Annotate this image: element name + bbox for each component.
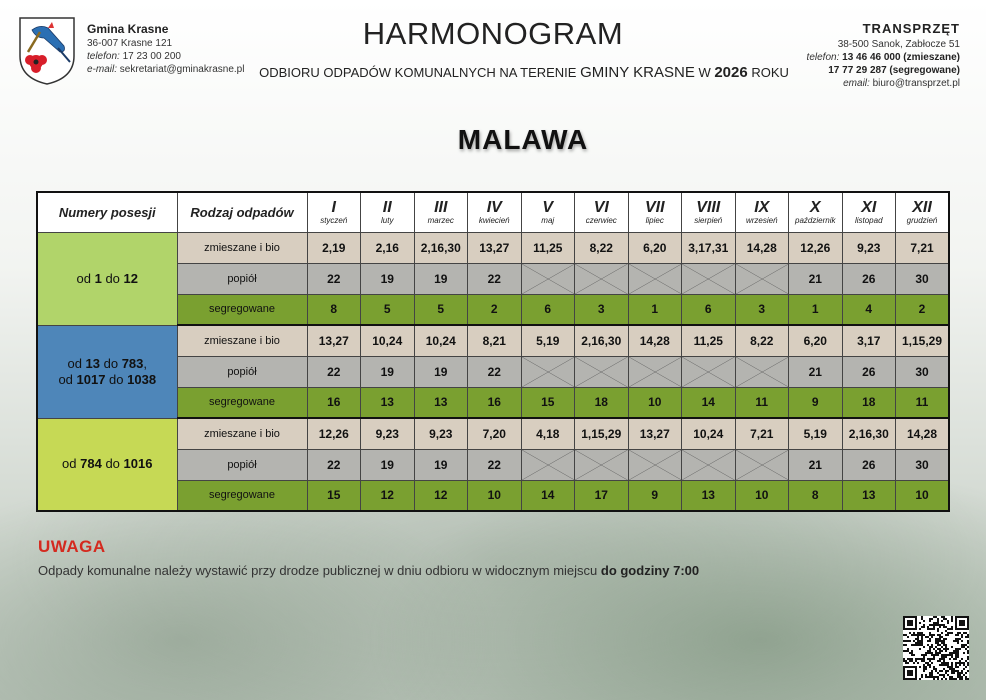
collection-days: 19 (414, 449, 468, 480)
collection-days: 26 (842, 263, 896, 294)
cross-icon (736, 450, 789, 480)
waste-type: segregowane (177, 480, 307, 511)
cross-icon (575, 357, 628, 387)
month-name: grudzień (906, 215, 938, 225)
range-word: do (105, 371, 128, 387)
month-name: czerwiec (585, 215, 617, 225)
month-header (735, 192, 789, 232)
property-range (37, 232, 177, 325)
month-header (896, 192, 950, 232)
waste-type: popiół (177, 263, 307, 294)
collection-days: 2,19 (307, 232, 361, 263)
column-header-positions: Numery posesji (37, 192, 177, 232)
range-word: od (58, 371, 77, 387)
gmina-phone: 17 23 00 200 (122, 51, 181, 62)
cross-icon (522, 264, 575, 294)
collection-days: 21 (789, 263, 843, 294)
no-collection-cell (628, 356, 682, 387)
cross-icon (575, 450, 628, 480)
collection-days: 8,22 (575, 232, 629, 263)
month-header (842, 192, 896, 232)
collection-days: 6,20 (628, 232, 682, 263)
collection-days: 10 (468, 480, 522, 511)
month-number: V (542, 198, 554, 216)
collection-days: 12,26 (789, 232, 843, 263)
range-number: 13 (85, 355, 101, 371)
no-collection-cell (628, 263, 682, 294)
collection-days: 10 (628, 387, 682, 418)
collection-days: 10 (735, 480, 789, 511)
waste-type: popiół (177, 356, 307, 387)
collection-days: 13 (842, 480, 896, 511)
collection-days: 14,28 (735, 232, 789, 263)
cross-icon (736, 357, 789, 387)
collection-days: 19 (414, 356, 468, 387)
no-collection-cell (682, 263, 736, 294)
collection-days: 30 (896, 356, 950, 387)
gmina-phone-label: telefon: (87, 51, 120, 62)
waste-type: zmieszane i bio (177, 232, 307, 263)
cross-icon (522, 450, 575, 480)
collection-days: 26 (842, 449, 896, 480)
gmina-name: Gmina Krasne (87, 22, 169, 36)
collection-days: 15 (307, 480, 361, 511)
no-collection-cell (735, 449, 789, 480)
range-word: od (76, 270, 95, 286)
collection-days: 2,16 (361, 232, 415, 263)
collection-days: 7,21 (735, 418, 789, 449)
subtitle-gmina: GMINY KRASNE (580, 64, 695, 81)
cross-icon (629, 450, 682, 480)
month-name: luty (381, 215, 394, 225)
no-collection-cell (682, 449, 736, 480)
collection-days: 1 (789, 294, 843, 325)
gmina-address: 36-007 Krasne 121 (87, 38, 173, 49)
table-row (37, 325, 949, 356)
company-phone-segregated: 17 77 29 287 (segregowane) (828, 65, 960, 76)
month-number: IX (754, 198, 770, 216)
collection-days: 1 (628, 294, 682, 325)
month-number: XI (861, 198, 877, 216)
collection-days: 17 (575, 480, 629, 511)
collection-days: 1,15,29 (575, 418, 629, 449)
collection-days: 12 (361, 480, 415, 511)
month-name: kwiecień (478, 215, 510, 225)
no-collection-cell (735, 263, 789, 294)
collection-days: 19 (414, 263, 468, 294)
waste-type: zmieszane i bio (177, 325, 307, 356)
month-header (468, 192, 522, 232)
gmina-email-label: e-mail: (87, 64, 118, 75)
collection-days: 14,28 (896, 418, 950, 449)
collection-days: 5,19 (789, 418, 843, 449)
notice-deadline: do godziny 7:00 (600, 563, 700, 578)
collection-days: 3,17,31 (682, 232, 736, 263)
month-name: wrzesień (745, 215, 778, 225)
collection-days: 1,15,29 (896, 325, 950, 356)
month-name: lipiec (645, 215, 664, 225)
collection-days: 11,25 (682, 325, 736, 356)
property-range (37, 418, 177, 511)
table-row (37, 232, 949, 263)
month-number: IV (486, 198, 502, 216)
no-collection-cell (628, 449, 682, 480)
collection-days: 2,16,30 (414, 232, 468, 263)
subtitle-year: 2026 (714, 64, 748, 81)
collection-days: 8,22 (735, 325, 789, 356)
month-header (575, 192, 629, 232)
no-collection-cell (521, 356, 575, 387)
company-contact (807, 22, 960, 90)
collection-days: 10,24 (682, 418, 736, 449)
month-number: II (382, 198, 392, 216)
month-name: marzec (427, 215, 454, 225)
collection-days: 14,28 (628, 325, 682, 356)
collection-days: 18 (575, 387, 629, 418)
collection-days: 22 (307, 263, 361, 294)
cross-icon (629, 264, 682, 294)
range-word: od (62, 456, 81, 472)
collection-days: 3 (735, 294, 789, 325)
collection-days: 8 (789, 480, 843, 511)
range-word: do (101, 456, 124, 472)
table-row (37, 418, 949, 449)
month-name: październik (795, 215, 836, 225)
qr-code-icon[interactable] (903, 616, 969, 680)
collection-days: 19 (361, 449, 415, 480)
month-number: VI (593, 198, 609, 216)
collection-days: 13 (414, 387, 468, 418)
notice-body: Odpady komunalne należy wystawić przy drodze publicznej w dniu odbioru w widocznym miejscu (38, 563, 601, 578)
collection-days: 2,16,30 (575, 325, 629, 356)
schedule-table (36, 191, 950, 512)
collection-days: 12 (414, 480, 468, 511)
range-number: 1017 (76, 371, 106, 387)
month-header (361, 192, 415, 232)
collection-days: 9 (789, 387, 843, 418)
collection-days: 9,23 (361, 418, 415, 449)
collection-days: 9 (628, 480, 682, 511)
collection-days: 11 (735, 387, 789, 418)
range-number: 783 (121, 355, 144, 371)
collection-days: 19 (361, 356, 415, 387)
collection-days: 4,18 (521, 418, 575, 449)
month-number: X (809, 198, 821, 216)
month-name: styczeń (320, 215, 348, 225)
gmina-email: sekretariat@gminakrasne.pl (119, 64, 245, 75)
collection-days: 13 (682, 480, 736, 511)
collection-days: 5 (414, 294, 468, 325)
month-header (628, 192, 682, 232)
collection-days: 4 (842, 294, 896, 325)
collection-days: 6 (521, 294, 575, 325)
collection-days: 8 (307, 294, 361, 325)
collection-days: 22 (468, 263, 522, 294)
month-number: I (331, 198, 336, 216)
cross-icon (522, 357, 575, 387)
subtitle-part3: W (694, 65, 715, 80)
no-collection-cell (682, 356, 736, 387)
collection-days: 22 (307, 449, 361, 480)
collection-days: 13,27 (628, 418, 682, 449)
collection-days: 5,19 (521, 325, 575, 356)
collection-days: 11 (896, 387, 950, 418)
notice-heading: UWAGA (38, 537, 106, 556)
company-phone-label: telefon: (806, 52, 840, 63)
cross-icon (575, 264, 628, 294)
month-number: XII (912, 198, 932, 216)
range-number: 1038 (127, 371, 157, 387)
collection-days: 10,24 (361, 325, 415, 356)
month-header (789, 192, 843, 232)
collection-days: 6,20 (789, 325, 843, 356)
collection-days: 22 (468, 449, 522, 480)
range-word: do (100, 355, 122, 371)
collection-days: 19 (361, 263, 415, 294)
no-collection-cell (575, 449, 629, 480)
range-number: 784 (80, 456, 102, 472)
range-word: od (67, 355, 86, 371)
village-name: MALAWA (457, 124, 589, 155)
column-header-type: Rodzaj odpadów (177, 192, 307, 232)
collection-days: 21 (789, 356, 843, 387)
month-name: sierpień (694, 215, 723, 225)
collection-days: 7,21 (896, 232, 950, 263)
month-header (521, 192, 575, 232)
collection-days: 7,20 (468, 418, 522, 449)
range-word: do (101, 270, 124, 286)
range-separator: , (143, 355, 148, 371)
cross-icon (682, 264, 735, 294)
month-name: maj (541, 215, 555, 225)
company-phone-mixed: 13 46 46 000 (zmieszane) (842, 52, 960, 63)
collection-days: 30 (896, 449, 950, 480)
collection-days: 30 (896, 263, 950, 294)
no-collection-cell (735, 356, 789, 387)
range-number: 1016 (123, 456, 153, 472)
company-address: 38-500 Sanok, Zabłocze 51 (837, 39, 960, 50)
no-collection-cell (521, 449, 575, 480)
collection-days: 3,17 (842, 325, 896, 356)
cross-icon (682, 450, 735, 480)
month-number: VII (644, 198, 665, 216)
collection-days: 14 (521, 480, 575, 511)
waste-type: popiół (177, 449, 307, 480)
cross-icon (736, 264, 789, 294)
collection-days: 9,23 (414, 418, 468, 449)
collection-days: 5 (361, 294, 415, 325)
collection-days: 13 (361, 387, 415, 418)
collection-days: 12,26 (307, 418, 361, 449)
company-logo: TRANSPRZĘT (862, 21, 960, 36)
month-number: III (434, 198, 448, 216)
collection-days: 22 (468, 356, 522, 387)
collection-days: 15 (521, 387, 575, 418)
range-number: 1 (94, 270, 102, 286)
subtitle-part1: ODBIORU ODPADÓW KOMUNALNYCH NA TERENIE (259, 65, 581, 80)
collection-days: 18 (842, 387, 896, 418)
company-email: biuro@transprzet.pl (872, 78, 960, 89)
collection-days: 3 (575, 294, 629, 325)
cross-icon (629, 357, 682, 387)
collection-days: 6 (682, 294, 736, 325)
property-range (37, 325, 177, 418)
month-name: listopad (854, 215, 883, 225)
no-collection-cell (575, 263, 629, 294)
collection-days: 10 (896, 480, 950, 511)
collection-days: 22 (307, 356, 361, 387)
collection-days: 16 (307, 387, 361, 418)
collection-days: 11,25 (521, 232, 575, 263)
notice-text (38, 563, 699, 578)
collection-days: 26 (842, 356, 896, 387)
collection-days: 14 (682, 387, 736, 418)
table-header-row (37, 192, 949, 232)
collection-days: 2,16,30 (842, 418, 896, 449)
collection-days: 13,27 (468, 232, 522, 263)
waste-type: segregowane (177, 387, 307, 418)
collection-days: 9,23 (842, 232, 896, 263)
month-header (682, 192, 736, 232)
month-header (307, 192, 361, 232)
waste-type: segregowane (177, 294, 307, 325)
collection-days: 10,24 (414, 325, 468, 356)
waste-type: zmieszane i bio (177, 418, 307, 449)
month-header (414, 192, 468, 232)
collection-days: 13,27 (307, 325, 361, 356)
month-number: VIII (696, 198, 721, 216)
company-email-label: email: (843, 78, 870, 89)
no-collection-cell (521, 263, 575, 294)
range-number: 12 (123, 270, 138, 286)
no-collection-cell (575, 356, 629, 387)
collection-days: 2 (896, 294, 950, 325)
collection-days: 2 (468, 294, 522, 325)
collection-days: 21 (789, 449, 843, 480)
cross-icon (682, 357, 735, 387)
page-title: HARMONOGRAM (362, 16, 624, 51)
subtitle-part4: ROKU (747, 65, 789, 80)
collection-days: 16 (468, 387, 522, 418)
collection-days: 8,21 (468, 325, 522, 356)
